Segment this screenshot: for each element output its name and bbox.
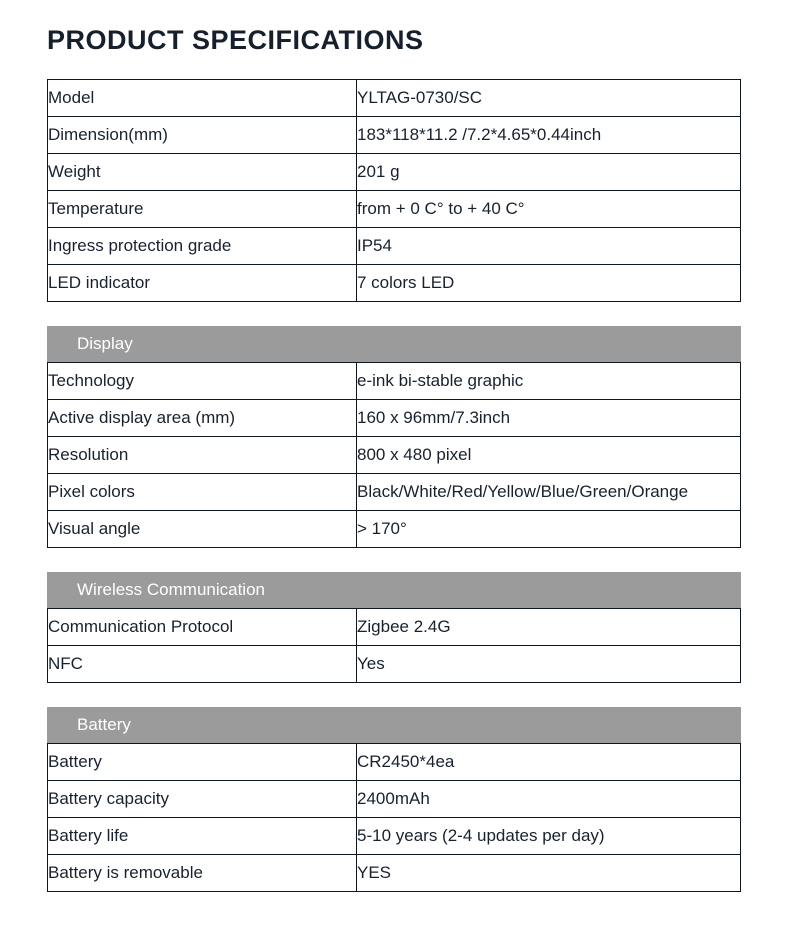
spec-label: Resolution <box>48 436 357 473</box>
spec-section <box>47 326 741 548</box>
table-row <box>48 743 741 780</box>
spec-value: Zigbee 2.4G <box>357 608 741 645</box>
spec-value: 2400mAh <box>357 780 741 817</box>
spec-value: 7 colors LED <box>357 264 741 301</box>
table-row <box>48 153 741 190</box>
spec-sections <box>47 79 741 892</box>
spec-value: e-ink bi-stable graphic <box>357 362 741 399</box>
spec-value: from + 0 C° to + 40 C° <box>357 190 741 227</box>
spec-value: > 170° <box>357 510 741 547</box>
spec-section <box>47 79 741 302</box>
spec-label: Battery life <box>48 817 357 854</box>
spec-value: 160 x 96mm/7.3inch <box>357 399 741 436</box>
table-row <box>48 854 741 891</box>
table-row <box>48 79 741 116</box>
spec-value: YES <box>357 854 741 891</box>
spec-section <box>47 572 741 683</box>
spec-label: Dimension(mm) <box>48 116 357 153</box>
section-header: Display <box>47 326 741 362</box>
spec-label: NFC <box>48 645 357 682</box>
spec-value: IP54 <box>357 227 741 264</box>
spec-value: 5-10 years (2-4 updates per day) <box>357 817 741 854</box>
spec-table <box>47 608 741 683</box>
spec-table <box>47 79 741 302</box>
table-row <box>48 817 741 854</box>
table-row <box>48 116 741 153</box>
table-row <box>48 190 741 227</box>
table-row <box>48 645 741 682</box>
spec-section <box>47 707 741 892</box>
spec-value: 183*118*11.2 /7.2*4.65*0.44inch <box>357 116 741 153</box>
table-row <box>48 510 741 547</box>
spec-label: Weight <box>48 153 357 190</box>
table-row <box>48 473 741 510</box>
spec-label: Ingress protection grade <box>48 227 357 264</box>
table-row <box>48 362 741 399</box>
spec-value: Black/White/Red/Yellow/Blue/Green/Orange <box>357 473 741 510</box>
spec-table <box>47 743 741 892</box>
spec-value: Yes <box>357 645 741 682</box>
page-title: PRODUCT SPECIFICATIONS <box>47 25 424 55</box>
spec-value: CR2450*4ea <box>357 743 741 780</box>
spec-label: Communication Protocol <box>48 608 357 645</box>
spec-label: LED indicator <box>48 264 357 301</box>
spec-label: Battery <box>48 743 357 780</box>
spec-value: 800 x 480 pixel <box>357 436 741 473</box>
table-row <box>48 399 741 436</box>
spec-label: Battery capacity <box>48 780 357 817</box>
spec-value: 201 g <box>357 153 741 190</box>
section-header: Battery <box>47 707 741 743</box>
spec-label: Technology <box>48 362 357 399</box>
spec-label: Pixel colors <box>48 473 357 510</box>
spec-label: Temperature <box>48 190 357 227</box>
table-row <box>48 264 741 301</box>
spec-label: Active display area (mm) <box>48 399 357 436</box>
table-row <box>48 608 741 645</box>
table-row <box>48 436 741 473</box>
spec-value: YLTAG-0730/SC <box>357 79 741 116</box>
spec-label: Visual angle <box>48 510 357 547</box>
section-header: Wireless Communication <box>47 572 741 608</box>
spec-table <box>47 362 741 548</box>
spec-label: Model <box>48 79 357 116</box>
spec-label: Battery is removable <box>48 854 357 891</box>
table-row <box>48 227 741 264</box>
table-row <box>48 780 741 817</box>
